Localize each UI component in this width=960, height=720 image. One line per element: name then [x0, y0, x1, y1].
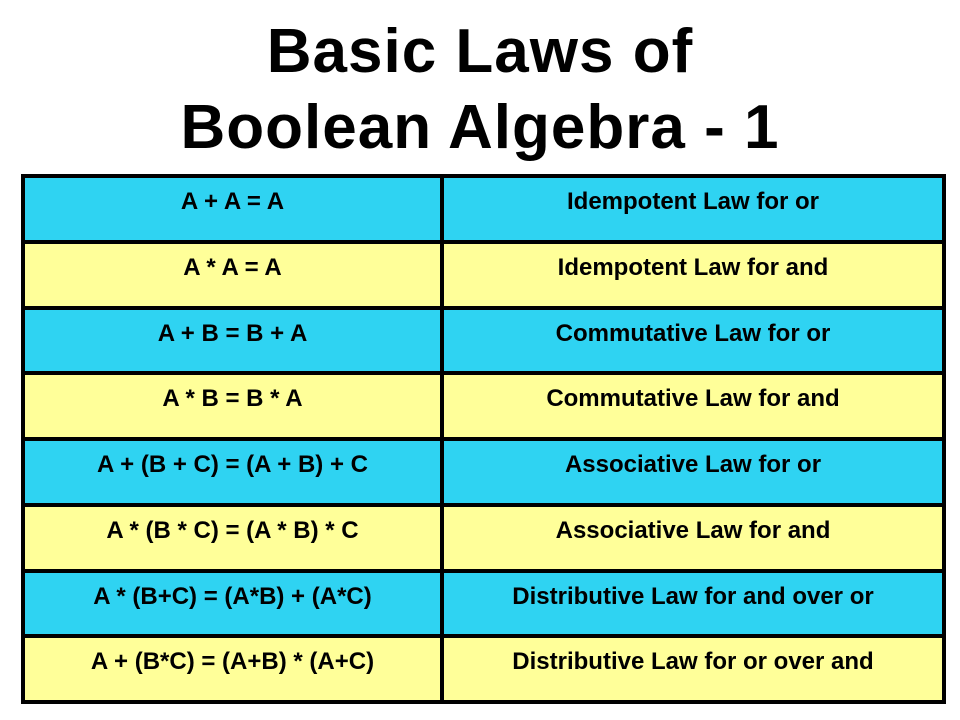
law-formula: A + B = B + A	[23, 308, 442, 374]
law-name: Distributive Law for and over or	[442, 571, 944, 637]
title-line-2: Boolean Algebra - 1	[180, 93, 780, 162]
law-name: Distributive Law for or over and	[442, 636, 944, 702]
laws-table	[21, 174, 946, 704]
law-formula: A * B = B * A	[23, 373, 442, 439]
law-formula: A + (B + C) = (A + B) + C	[23, 439, 442, 505]
table-row	[23, 439, 944, 505]
page-title	[0, 14, 960, 166]
law-formula: A * A = A	[23, 242, 442, 308]
table-row	[23, 373, 944, 439]
law-name: Commutative Law for and	[442, 373, 944, 439]
table-row	[23, 242, 944, 308]
title-line-1: Basic Laws of	[266, 17, 694, 86]
law-formula: A * (B+C) = (A*B) + (A*C)	[23, 571, 442, 637]
law-name: Associative Law for and	[442, 505, 944, 571]
table-row	[23, 176, 944, 242]
law-formula: A + A = A	[23, 176, 442, 242]
law-formula: A * (B * C) = (A * B) * C	[23, 505, 442, 571]
law-name: Associative Law for or	[442, 439, 944, 505]
table-row	[23, 636, 944, 702]
law-name: Commutative Law for or	[442, 308, 944, 374]
table-row	[23, 505, 944, 571]
table-row	[23, 571, 944, 637]
law-name: Idempotent Law for or	[442, 176, 944, 242]
law-name: Idempotent Law for and	[442, 242, 944, 308]
table-row	[23, 308, 944, 374]
law-formula: A + (B*C) = (A+B) * (A+C)	[23, 636, 442, 702]
